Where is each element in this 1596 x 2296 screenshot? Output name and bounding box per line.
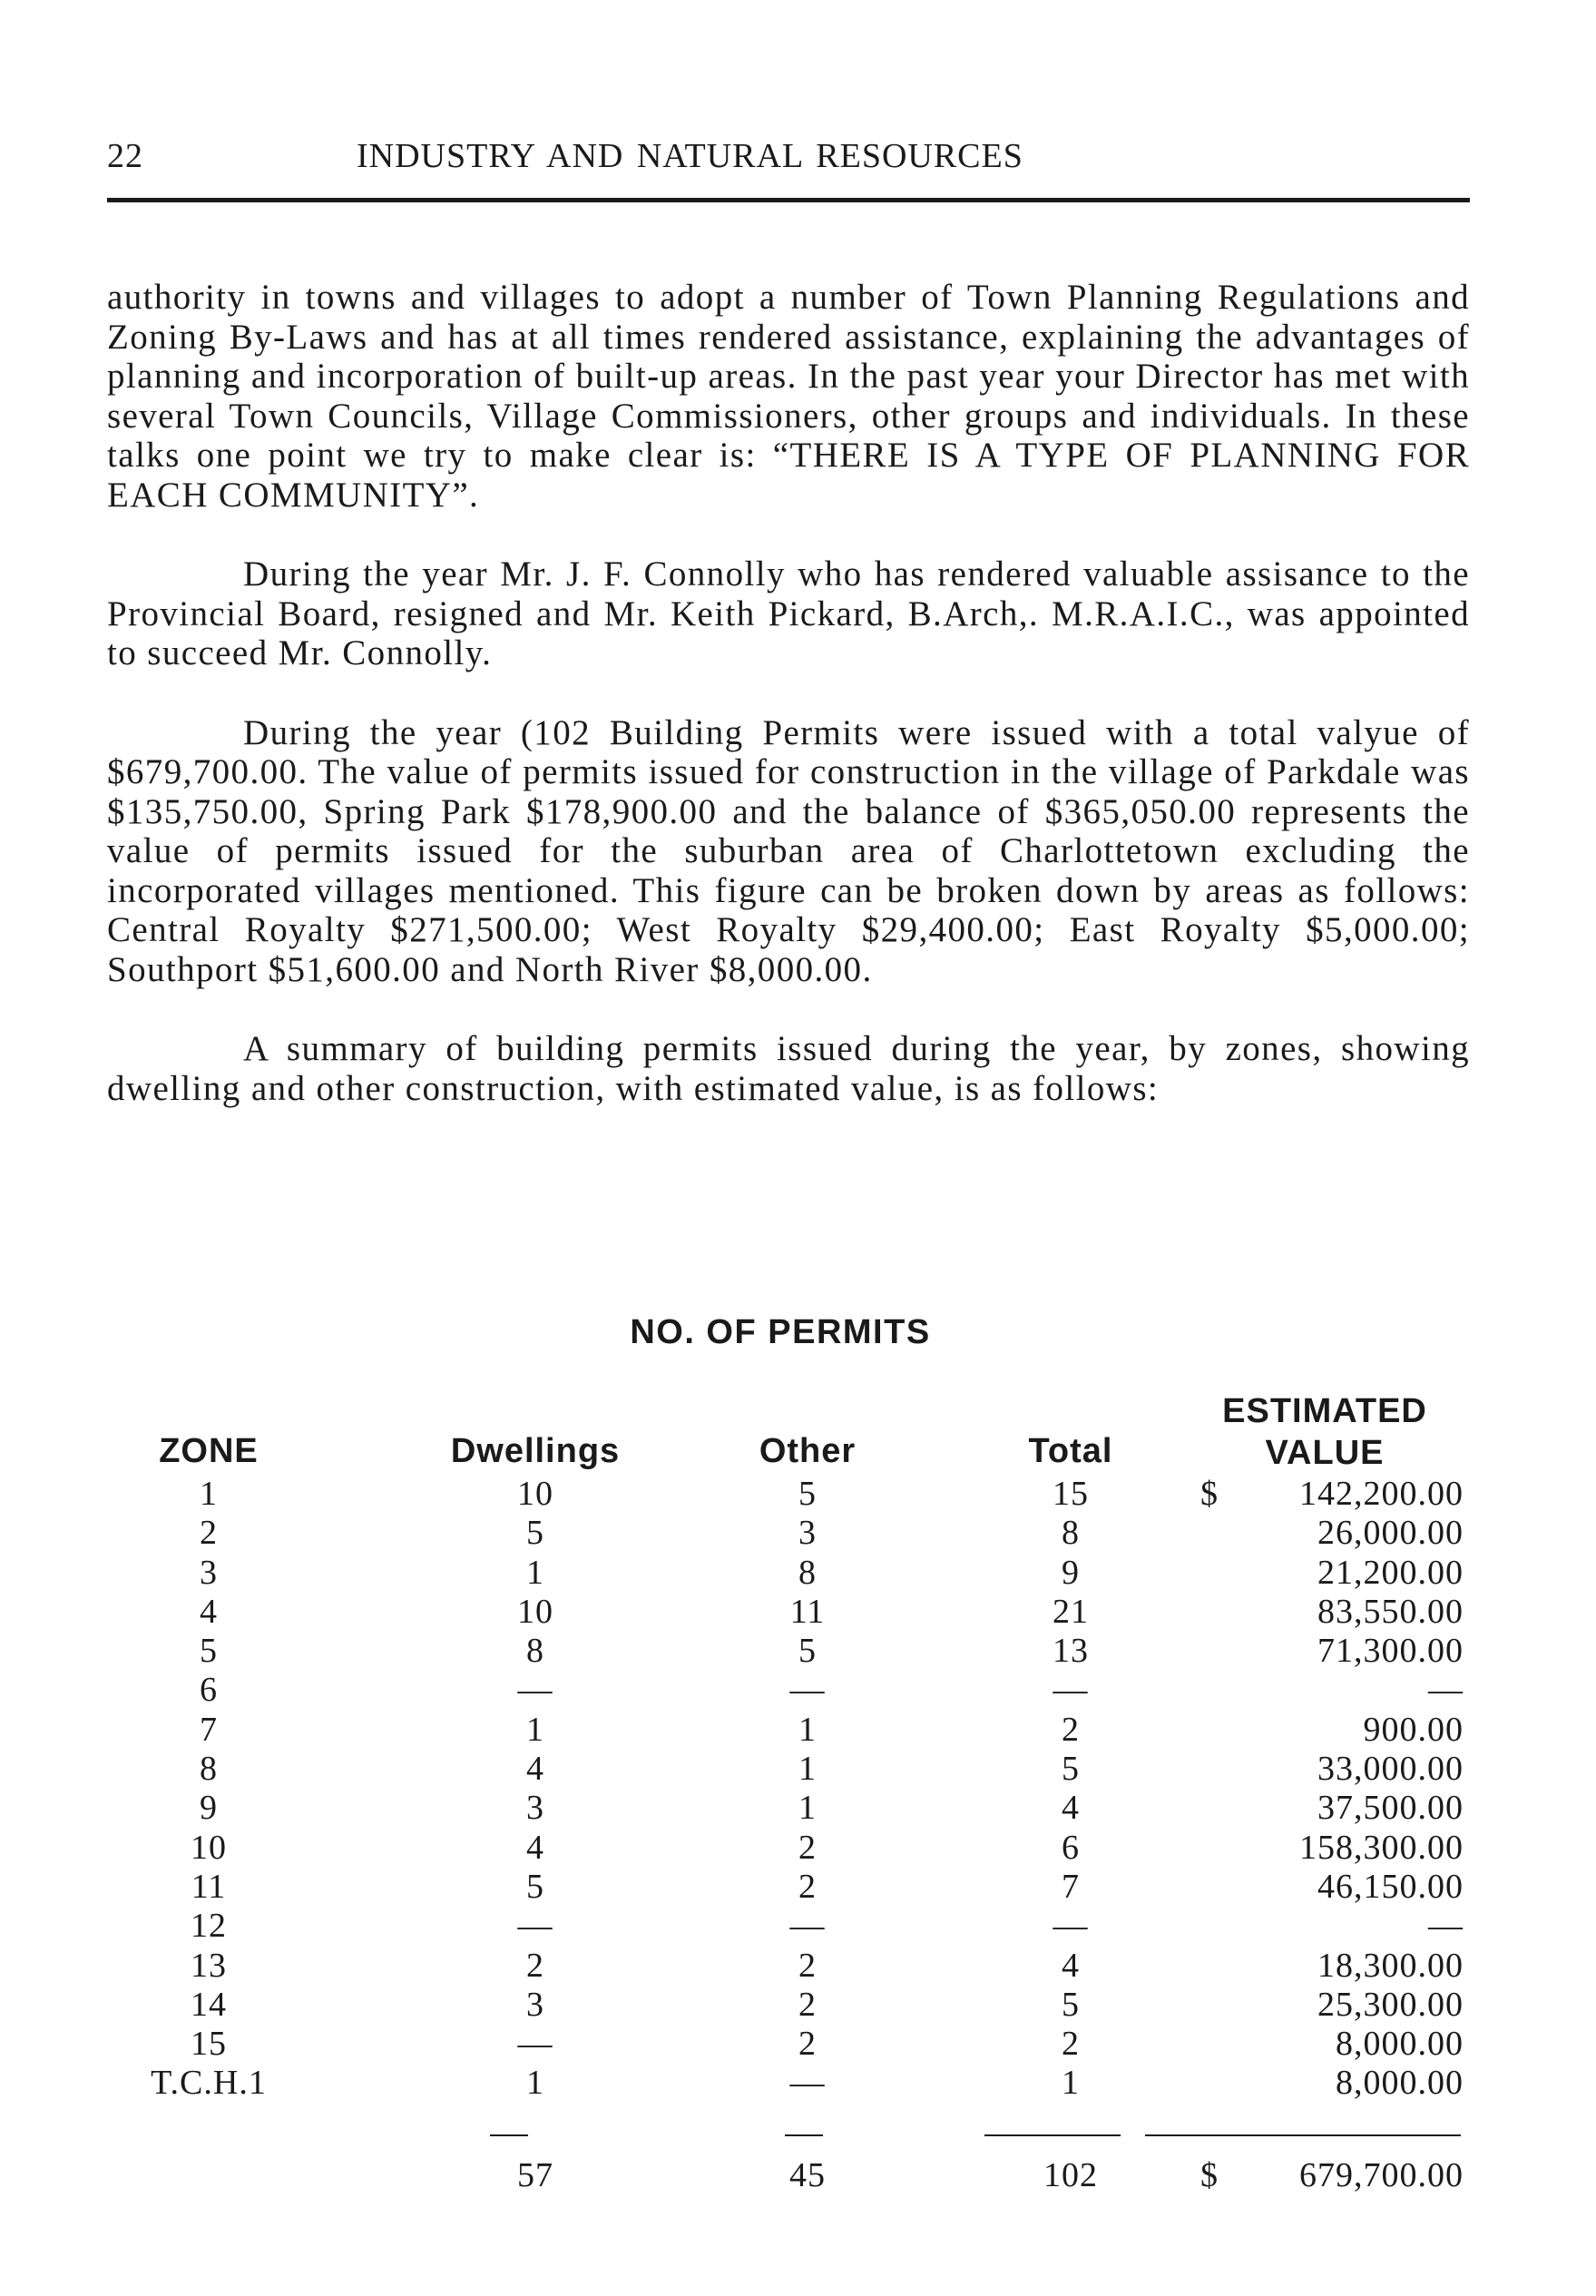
dwellings-cell: 4 <box>526 1750 544 1789</box>
total-dwellings: 57 <box>517 2156 553 2194</box>
total-other: 45 <box>789 2156 826 2194</box>
total-cell: 2 <box>1062 2025 1080 2064</box>
other-cell: 1 <box>798 1750 817 1789</box>
paragraph-1: authority in towns and villages to adopt a number of Town Planning Regulations and Zoning By-Laws and has at all times rendered assistance, explaining the advantages of planning and incorporation of built-up areas. In the past year your Director has met with several Town Councils, Village Commissioners, other groups and individuals. In these talks one point we try to make clear is: “THERE IS A TYPE OF PLANNING FOR EACH COMMUNITY”. <box>107 278 1470 515</box>
total-cell: — <box>1053 1907 1089 1946</box>
value-cell: 900.00 <box>1363 1710 1464 1749</box>
totals-row <box>0 2155 1596 2195</box>
dwellings-cell: — <box>517 2025 553 2064</box>
total-cell: 13 <box>1053 1632 1089 1671</box>
total-cell: 6 <box>1062 1828 1080 1867</box>
dwellings-cell: 1 <box>526 1710 544 1749</box>
column-header-other: Other <box>759 1432 857 1470</box>
value-cell: 83,550.00 <box>1317 1592 1464 1631</box>
other-cell: 1 <box>798 1789 817 1828</box>
total-cell: 2 <box>1062 1710 1080 1749</box>
zone-cell: 9 <box>200 1789 218 1828</box>
column-header-zone: ZONE <box>159 1432 259 1470</box>
dwellings-cell: 10 <box>517 1592 553 1631</box>
dwellings-cell: 3 <box>526 1985 544 2024</box>
total-cell: 1 <box>1062 2064 1080 2103</box>
dwellings-cell: 1 <box>526 1553 544 1592</box>
table-row <box>0 1828 1596 1867</box>
total-cell: 9 <box>1062 1553 1080 1592</box>
table-row <box>0 1513 1596 1552</box>
total-permits: 102 <box>1043 2156 1098 2194</box>
zone-cell: 12 <box>191 1907 227 1946</box>
dollar-sign-cell: $ <box>1200 1475 1219 1513</box>
other-cell: 1 <box>798 1710 817 1749</box>
paragraph-2: During the year Mr. J. F. Connolly who has rendered valuable assisance to the Provincial Board, resigned and Mr. Keith Pickard, B.Arch,. M.R.A.I.C., was appointed to succeed Mr. Connolly. <box>107 554 1470 672</box>
value-cell: 46,150.00 <box>1317 1867 1464 1906</box>
value-cell: 21,200.00 <box>1317 1553 1464 1592</box>
zone-cell: 1 <box>200 1475 218 1513</box>
dwellings-cell: 10 <box>517 1475 553 1513</box>
table-row <box>0 1670 1596 1709</box>
total-cell: — <box>1053 1671 1089 1710</box>
zone-cell: 13 <box>191 1946 227 1985</box>
total-cell: 8 <box>1062 1514 1080 1553</box>
table-row <box>0 2063 1596 2102</box>
value-cell: 8,000.00 <box>1336 2064 1464 2103</box>
value-cell: — <box>1428 1671 1464 1710</box>
value-cell: 37,500.00 <box>1317 1789 1464 1828</box>
other-cell: 2 <box>798 1946 817 1985</box>
sum-rule-total <box>984 2134 1121 2136</box>
other-cell: 2 <box>798 1985 817 2024</box>
value-cell: 18,300.00 <box>1317 1946 1464 1985</box>
table-row <box>0 1710 1596 1749</box>
zone-cell: 11 <box>191 1867 227 1906</box>
column-header-total: Total <box>1028 1432 1113 1470</box>
zone-cell: 14 <box>191 1985 227 2024</box>
table-row <box>0 2024 1596 2063</box>
column-header-dwellings: Dwellings <box>450 1432 621 1470</box>
column-header-estimated-value <box>1180 1390 1470 1474</box>
other-cell: 8 <box>798 1553 817 1592</box>
total-cell: 4 <box>1062 1946 1080 1985</box>
value-cell: 33,000.00 <box>1317 1750 1464 1789</box>
zone-cell: 8 <box>200 1750 218 1789</box>
zone-cell: 2 <box>200 1514 218 1553</box>
estimated-header-line2: VALUE <box>1265 1434 1385 1472</box>
zone-cell: 15 <box>191 2025 227 2064</box>
zone-cell: 3 <box>200 1553 218 1592</box>
header-rule <box>107 198 1470 202</box>
total-dollar-sign: $ <box>1200 2156 1219 2194</box>
table-row <box>0 1946 1596 1985</box>
dwellings-cell: 1 <box>526 2064 544 2103</box>
zone-cell: 6 <box>200 1671 218 1710</box>
dwellings-cell: 5 <box>526 1514 544 1553</box>
table-body <box>0 1474 1596 2103</box>
total-cell: 15 <box>1053 1475 1089 1513</box>
table-row <box>0 1788 1596 1827</box>
dwellings-cell: — <box>517 1671 553 1710</box>
value-cell: 158,300.00 <box>1299 1828 1464 1867</box>
dwellings-cell: — <box>517 1907 553 1946</box>
other-cell: 5 <box>798 1475 817 1513</box>
running-title: INDUSTRY AND NATURAL RESOURCES <box>357 137 1023 175</box>
table-title: NO. OF PERMITS <box>630 1313 931 1351</box>
table-row <box>0 1749 1596 1788</box>
total-cell: 5 <box>1062 1750 1080 1789</box>
other-cell: 2 <box>798 1867 817 1906</box>
table-row <box>0 1985 1596 2024</box>
other-cell: 5 <box>798 1632 817 1671</box>
table-row <box>0 1553 1596 1592</box>
table-row <box>0 1474 1596 1513</box>
other-cell: — <box>789 1671 826 1710</box>
dwellings-cell: 5 <box>526 1867 544 1906</box>
value-cell: 25,300.00 <box>1317 1985 1464 2024</box>
page-header <box>107 136 1470 182</box>
dwellings-cell: 8 <box>526 1632 544 1671</box>
sum-rule-value <box>1145 2134 1461 2136</box>
table-row <box>0 1592 1596 1631</box>
other-cell: 11 <box>789 1592 826 1631</box>
zone-cell: 7 <box>200 1710 218 1749</box>
total-cell: 21 <box>1053 1592 1089 1631</box>
page-number: 22 <box>107 137 143 175</box>
other-cell: 2 <box>798 1828 817 1867</box>
total-value: 679,700.00 <box>1299 2156 1464 2194</box>
other-cell: 2 <box>798 2025 817 2064</box>
dwellings-cell: 4 <box>526 1828 544 1867</box>
table-row <box>0 1631 1596 1670</box>
total-cell: 4 <box>1062 1789 1080 1828</box>
value-cell: — <box>1428 1907 1464 1946</box>
zone-cell: T.C.H.1 <box>151 2064 267 2103</box>
paragraph-4: A summary of building permits issued during the year, by zones, showing dwelling and other construction, with estimated value, is as follows: <box>107 1029 1470 1108</box>
total-cell: 7 <box>1062 1867 1080 1906</box>
other-cell: 3 <box>798 1514 817 1553</box>
dwellings-cell: 3 <box>526 1789 544 1828</box>
value-cell: 142,200.00 <box>1299 1475 1464 1513</box>
dwellings-cell: 2 <box>526 1946 544 1985</box>
table-row <box>0 1906 1596 1945</box>
sum-rule-other <box>785 2134 823 2136</box>
value-cell: 8,000.00 <box>1336 2025 1464 2064</box>
table-row <box>0 1867 1596 1906</box>
other-cell: — <box>789 2064 826 2103</box>
zone-cell: 10 <box>191 1828 227 1867</box>
sum-rule-dwellings <box>490 2134 528 2136</box>
value-cell: 71,300.00 <box>1317 1632 1464 1671</box>
zone-cell: 4 <box>200 1592 218 1631</box>
body-text <box>107 278 1470 1148</box>
total-cell: 5 <box>1062 1985 1080 2024</box>
estimated-header-line1: ESTIMATED <box>1222 1392 1427 1430</box>
value-cell: 26,000.00 <box>1317 1514 1464 1553</box>
zone-cell: 5 <box>200 1632 218 1671</box>
other-cell: — <box>789 1907 826 1946</box>
paragraph-3: During the year (102 Building Permits were issued with a total valyue of $679,700.00. The value of permits issued for construction in the village of Parkdale was $135,750.00, Spring Park $178,900.00 and the balance of $365,050.00 represents the value of permits issued for the suburban area of Charlottetown excluding the incorporated villages mentioned. This figure can be broken down by areas as follows: Central Royalty $271,500.00; West Royalty $29,400.00; East Royalty $5,000.00; Southport $51,600.00 and North River $8,000.00. <box>107 712 1470 989</box>
